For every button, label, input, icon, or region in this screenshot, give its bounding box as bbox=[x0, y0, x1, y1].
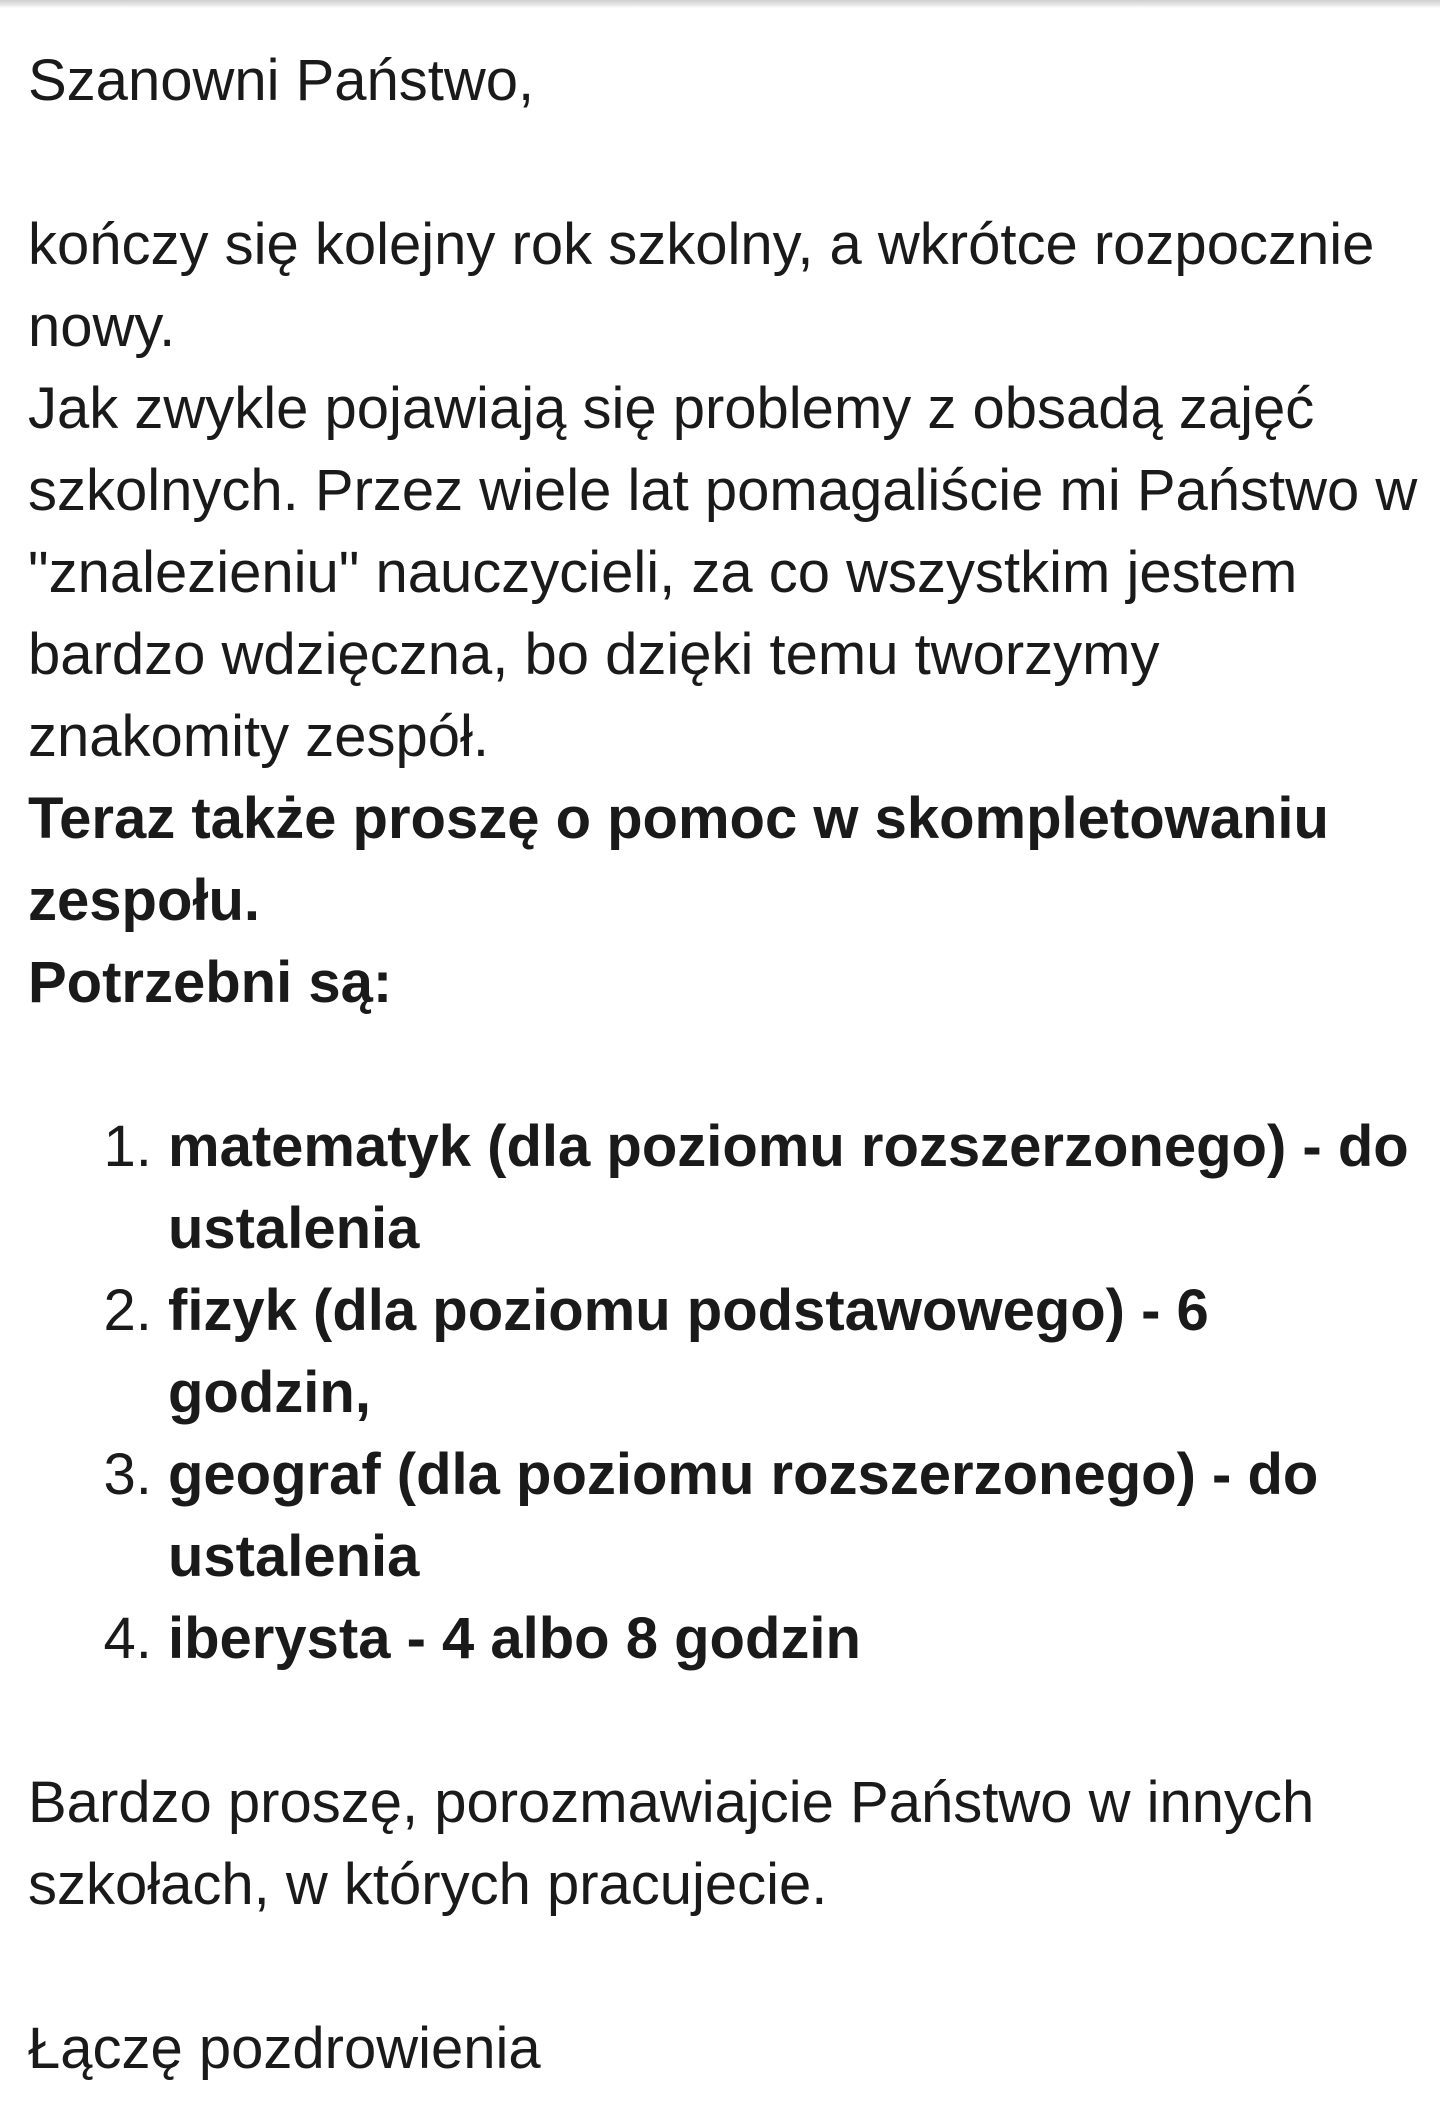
spacer bbox=[28, 1024, 1418, 1106]
email-body bbox=[28, 40, 1418, 2090]
intro-text: kończy się kolejny rok szkolny, a wkrótce rozpocznie nowy. bbox=[28, 212, 1375, 359]
needed-label: Potrzebni są: bbox=[28, 950, 393, 1015]
sign-off: Łączę pozdrowienia bbox=[28, 2016, 541, 2081]
list-item: 1. matematyk (dla poziomu rozszerzonego) - do ustalenia bbox=[168, 1106, 1418, 1270]
closing-request: Bardzo proszę, porozmawiajcie Państwo w innych szkołach, w których pracujecie. bbox=[28, 1770, 1315, 1917]
greeting: Szanowni Państwo, bbox=[28, 48, 535, 113]
context-text: Jak zwykle pojawiają się problemy z obsadą zajęć szkolnych. Przez wiele lat pomagaliście mi Państwo w "znalezieniu" nauczycieli, za co wszystkim jestem bardzo wdzięczna, bo dzięki temu tworzymy znakomity zespół. bbox=[28, 376, 1418, 769]
spacer bbox=[28, 1680, 1418, 1762]
list-item: 4. iberysta - 4 albo 8 godzin bbox=[168, 1598, 1418, 1680]
help-request: Teraz także proszę o pomoc w skompletowaniu zespołu. bbox=[28, 786, 1329, 933]
list-item: 2. fizyk (dla poziomu podstawowego) - 6 godzin, bbox=[168, 1270, 1418, 1434]
list-item: 3. geograf (dla poziomu rozszerzonego) - do ustalenia bbox=[168, 1434, 1418, 1598]
spacer bbox=[28, 122, 1418, 204]
needs-list bbox=[28, 1106, 1418, 1680]
spacer bbox=[28, 1926, 1418, 2008]
top-divider bbox=[0, 0, 1440, 8]
